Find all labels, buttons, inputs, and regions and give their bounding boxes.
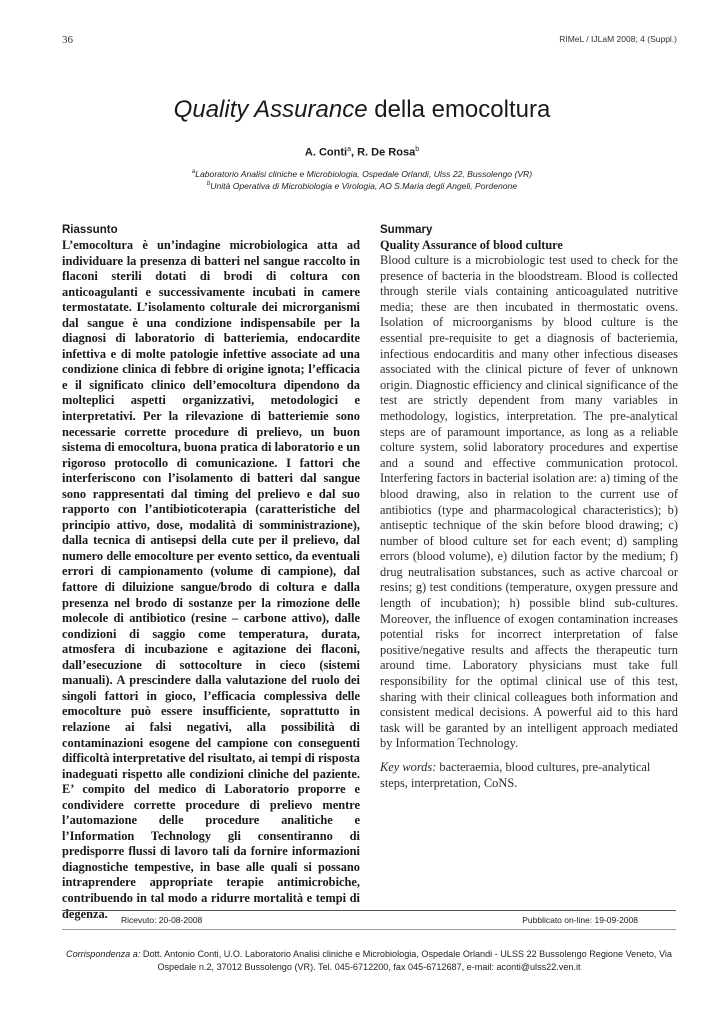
riassunto-body: L’emocoltura è un’indagine microbiologica atta ad individuare la presenza di batteri nel sangue raccolto in flaconi sterili dotati di brodi di coltura con anticoagulanti e successivamente incubati in camere termostatate. L’isolamento colturale dei microrganismi dal sangue è una condizione indispensabile per la diagnosi di laboratorio di batteriemia, endocardite infettiva e di molte patologie infettive associate ad una condizione clinica di febbre di origine ignota; l’efficacia e il significato clinico dell’emocoltura dipendono da molteplici aspetti organizzativi, metodologici e interpretativi. Per la rilevazione di batteriemie sono necessarie corrette procedure di prelievo, un buon sistema di emocoltura, buona pratica di laboratorio e un rigoroso protocollo di comunicazione. I fattori che interferiscono con l’isolamento di batteri dal sangue sono rappresentati dal timing del prelievo e dal suo rapporto con l’antibioticoterapia (caratteristiche del principio attivo, dose, modalità di somministrazione), dalla tecnica di antisepsi della cute per il prelievo, dal numero delle emocolture per evento settico, da eventuali errori di campionamento (volume di campione), dal fattore di diluizione sangue/brodo di coltura e dalla presenza nel brodo di sostanze per la rimozione delle molecole di antibiotico (resine – carbone attivo), dalle condizioni di saggio come temperatura, durata, atmosfera di incubazione e agitazione dei flaconi, dall’esecuzione di sottocolture in cieco (sistemi manuali). A prescindere dalla valutazione del ruolo dei singoli fattori in gioco, l’efficacia complessiva delle emocolture può essere insufficiente, soprattutto in relazione ai falsi negativi, alla possibilità di contaminazioni esogene del campione con conseguenti difficoltà interpretative del risultato, ai tempi di risposta inadeguati rispetto alle condizioni cliniche del paziente. E’ compito del medico di Laboratorio proporre e condividere corrette procedure di prelievo mentre l’automazione delle procedure analitiche e l’Information Technology gli consentiranno di predisporre flussi di lavoro tali da fornire informazioni diagnostiche tempestive, in base alle quali si possano intraprendere appropriate terapie antimicrobiche, contribuendo in tal modo a ridurre mortalità e tempi di degenza. xyxy=(62,238,360,921)
affiliation-a-text: Laboratorio Analisi cliniche e Microbiologia, Ospedale Orlandi, Ulss 22, Bussolengo (VR) xyxy=(195,169,533,179)
riassunto-heading: Riassunto xyxy=(62,224,118,236)
keywords xyxy=(380,760,678,791)
affiliation-b-mark: b xyxy=(206,181,211,188)
author-separator: , xyxy=(350,146,358,159)
footer-divider-top xyxy=(62,910,676,911)
author-list xyxy=(0,146,724,159)
correspondence-label: Corrispondenza a: xyxy=(66,949,141,959)
journal-reference: RIMeL / IJLaM 2008; 4 (Suppl.) xyxy=(559,34,677,44)
summary-body: Blood culture is a microbiologic test used to check for the presence of bacteria in the bloodstream. Blood is collected through sterile vials containing anticoagulated nutritive media; these are then incubated in thermostatic ovens. Isolation of microorganisms by blood culture is the essential pre-requisite to get a diagnosis of bacteriemia, infectious endocarditis and many other infectious diseases associated with the clinical picture of fever of unknown origin. Diagnostic efficiency and clinical significance of the test are strictly dependent from many variables in methodology, logistics, interpretation. The pre-analytical steps are of paramount importance, as long as a reliable colture system, solid laboratory procedures and expertise and a sound and effective communication protocol. Interfering factors in bacterial isolation are: a) timing of the blood drawing, also in relation to the current use of antibiotics (type and pharmacological characteristics); b) antiseptic technique of the skin before blood drawing; c) number of blood culture set for each event; d) sampling errors (blood volume), e) dilution factor by the medium; f) drug neutralisation substances, such as active charcoal or resins; g) test conditions (temperature, oxygen pressure and length of incubation); h) possible blind sub-cultures. Moreover, the influence of exogen contamination increases potential risks for incorrect interpretation of false positive/negative results and affects the therapeutic turn around time. Laboratory physicians must take full responsibility for the optimal clinical use of this test, sharing with their clinical colleagues both information and consistent medical decisions. A powerful aid to this hard task will be garanted by an intelligent approach mediated by Information Technology. xyxy=(380,253,678,751)
author-conti: A. Conti xyxy=(304,146,348,159)
affiliation-b-text: Unità Operativa di Microbiologia e Virologia, AO S.Maria degli Angeli, Pordenone xyxy=(210,181,518,191)
author-de-rosa-affiliation-mark: b xyxy=(415,146,420,153)
published-date: Pubblicato on-line: 19-09-2008 xyxy=(522,915,638,925)
correspondence-text: Dott. Antonio Conti, U.O. Laboratorio Analisi cliniche e Microbiologia, Ospedale Orlandi - ULSS 22 Bussolengo Regione Veneto, Via Ospedale n.2, 37012 Bussolengo (VR). Tel. 045-6712200, fax 045-6712687, e-mail: aconti@ulss22.ven.it xyxy=(140,949,672,972)
affiliation-a-mark: a xyxy=(191,169,196,176)
summary-heading: Summary xyxy=(380,224,433,236)
page-number: 36 xyxy=(62,34,73,46)
title-italic-part: Quality Assurance xyxy=(173,96,368,123)
affiliation-b xyxy=(0,181,724,191)
affiliation-a xyxy=(0,169,724,179)
keywords-list: bacteraemia, blood cultures, pre-analytical steps, interpretation, CoNS. xyxy=(380,760,651,790)
riassunto-column xyxy=(62,224,360,922)
keywords-label: Key words: xyxy=(380,760,437,774)
author-conti-affiliation-mark: a xyxy=(347,146,351,153)
correspondence xyxy=(62,948,676,974)
summary-column xyxy=(380,224,678,791)
summary-subheading: Quality Assurance of blood culture xyxy=(380,238,563,252)
article-title xyxy=(0,96,724,124)
author-de-rosa: R. De Rosa xyxy=(357,146,416,159)
received-date: Ricevuto: 20-08-2008 xyxy=(121,915,203,925)
footer-divider-bottom xyxy=(62,929,676,930)
title-rest: della emocoltura xyxy=(367,96,551,123)
